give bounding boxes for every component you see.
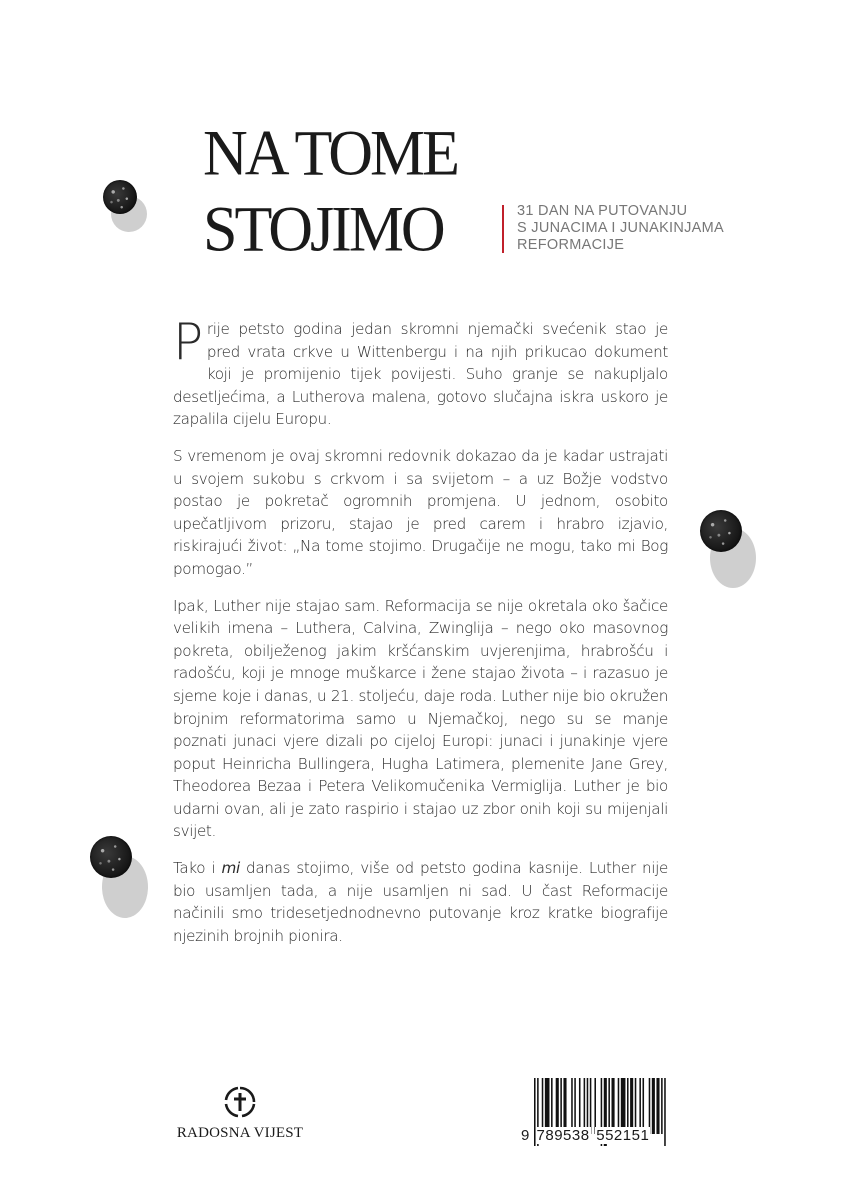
cross-in-circle-icon [223, 1085, 257, 1119]
barcode-bar [639, 1078, 641, 1134]
barcode-bar [635, 1078, 637, 1134]
drop-cap: P [173, 313, 203, 371]
book-subtitle [517, 203, 724, 254]
title-divider [502, 205, 504, 253]
marble-ball [700, 510, 742, 552]
barcode-bar [656, 1078, 659, 1134]
paragraph [173, 313, 668, 431]
paragraph: Ipak, Luther nije stajao sam. Reformacija se nije okretala oko šačice velikih imena – Luthera, Calvina, Zwinglija – nego oko masovnog pokreta, obilježenog jakim kršćanskim uvjerenjima, hrabrošću i radošću, koji je mnoge muškarce i žene stajao života – i razasuo je sjeme koje i danas, u 21. stoljeću, daje roda. Luther nije bio okružen brojnim reformatorima samo u Njemačkoj, nego su se manje poznati junaci vjere dizali po cijeloj Europi: junaci i junakinje vjere poput Heinricha Bullingera, Hugha Latimera, plemenite Jane Grey, Theodorea Bezaa i Petera Velikomučenika Vermiglija. Luther je bio udarni ovan, ali je zato raspirio i stajao uz zbor onih koji su mijenjali svijet. [173, 596, 668, 841]
isbn-digit-group: 552151 [596, 1127, 650, 1144]
back-cover-blurb [173, 313, 668, 961]
barcode-bar [584, 1078, 586, 1134]
marble-ball [90, 836, 132, 878]
barcode-bar [630, 1078, 633, 1134]
barcode-bar [627, 1078, 629, 1134]
subtitle-line: 31 DAN NA PUTOVANJU [517, 203, 688, 219]
subtitle-line: S JUNACIMA I JUNAKINJAMA [517, 220, 725, 236]
book-title [203, 117, 458, 266]
barcode-bar [594, 1078, 596, 1134]
barcode-bar [542, 1078, 544, 1134]
barcode-bar [643, 1078, 645, 1134]
paragraph: S vremenom je ovaj skromni redovnik dokazao da je kadar ustrajati u svojem sukobu s crkvom i sa svijetom – a uz Božje vodstvo postao je pokretač ogromnih promjena. U jednom, osobito upečatljivom prizoru, stajao je pred carem i hrabro izjavio, riskirajući život: „Na tome stojimo. Drugačije ne mogu, tako mi Bog pomogao.” [173, 446, 668, 578]
barcode-bar [608, 1078, 610, 1134]
barcode-bar [571, 1078, 573, 1134]
paragraph-text: rije petsto godina jedan skromni njemački svećenik stao je pred vrata crkve u Wittenbergu i na njih prikucao dokument koji je promijenio tijek povijesti. Suho granje se nakupljalo desetljećima, a Lutherova malena, gotovo slučajna iskra uskoro je zapalila cijelu Europu. [173, 320, 668, 429]
paragraph-text: danas stojimo, više od petsto godina kasnije. Luther nije bio usamljen tada, a nije usamljen ni sad. U čast Reformacije načinili smo tridesetjednodnevno putovanje kroz kratke biografije njezinih brojnih pionira. [173, 859, 668, 945]
paragraph-text: Tako i [173, 859, 222, 878]
barcode-bar [563, 1078, 566, 1134]
emphasis: mi [221, 859, 240, 878]
barcode-bar [551, 1078, 553, 1134]
subtitle-line: REFORMACIJE [517, 237, 625, 253]
marble-ball [103, 180, 137, 214]
barcode-bar [661, 1078, 663, 1134]
barcode-bar [545, 1078, 550, 1134]
barcode-bar [618, 1078, 620, 1134]
barcode-bar [579, 1078, 581, 1134]
title-line-1: NA TOME [203, 117, 458, 190]
barcode-bar [612, 1078, 615, 1134]
barcode-bar [560, 1078, 562, 1134]
barcode-bar [652, 1078, 655, 1134]
barcode-bar [587, 1078, 589, 1134]
paragraph [173, 857, 668, 947]
isbn-number [520, 1127, 650, 1144]
isbn-digit-group: 789538 [536, 1127, 590, 1144]
barcode-bar [664, 1078, 666, 1146]
barcode-bar [621, 1078, 626, 1134]
barcode-bar [574, 1078, 576, 1134]
title-line-2: STOJIMO [203, 193, 443, 266]
barcode-bar [556, 1078, 559, 1134]
barcode-bar [649, 1078, 651, 1134]
publisher-name: RADOSNA VIJEST [176, 1125, 304, 1141]
isbn-digit-group: 9 [521, 1127, 530, 1144]
barcode-bar [590, 1078, 592, 1134]
publisher-logo [172, 1085, 308, 1142]
